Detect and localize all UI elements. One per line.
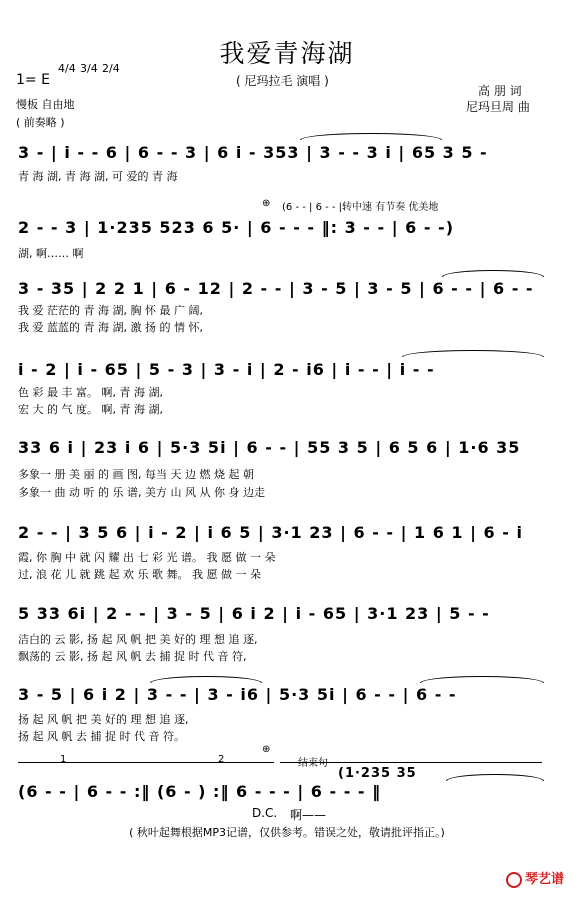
row-9-lyric: 啊—— <box>290 808 327 822</box>
slur <box>150 676 262 683</box>
slur <box>420 676 544 683</box>
score-row-3-notes: 3 - 35 | 2 2 1 | 6 - 12 | 2 - - | 3 - 5 | 3 - 5 | 6 - - | 6 - - <box>18 279 534 298</box>
score-row-2-annotation: (6 - - | 6 - - |转中速 有节奏 优美地 <box>282 202 439 213</box>
meter-3: 2/4 <box>102 62 120 75</box>
slur <box>402 350 544 357</box>
score-row-3-lyrics-1: 我 爱 茫茫的 青 海 湖, 胸 怀 最 广 阔, <box>18 304 203 317</box>
score-row-6-lyrics-2: 过, 浪 花 儿 就 跳 起 欢 乐 歌 舞。 我 愿 做 一 朵 <box>18 568 261 581</box>
score-row-8-lyrics-1: 扬 起 风 帆 把 美 好的 理 想 追 逐, <box>18 713 189 726</box>
score-row-8-notes: 3 - 5 | 6 i 2 | 3 - - | 3 - i6 | 5·3 5i | 6 - - | 6 - - <box>18 685 457 704</box>
score-row-4-lyrics-1: 色 彩 最 丰 富。 啊, 青 海 湖, <box>18 386 163 399</box>
score-row-4-lyrics-2: 宏 大 的 气 度。 啊, 青 海 湖, <box>18 403 163 416</box>
volta-2-label: 2 <box>218 754 225 765</box>
composer-credit: 尼玛旦周 曲 <box>466 100 530 114</box>
score-row-6-lyrics-1: 霞, 你 胸 中 就 闪 耀 出 七 彩 光 谱。 我 愿 做 一 朵 <box>18 551 276 564</box>
ending-small-notes: (1·235 35 <box>338 766 417 781</box>
score-row-3-lyrics-2: 我 爱 蓝蓝的 青 海 湖, 激 扬 的 情 怀, <box>18 321 203 334</box>
coda-label: 结束句 <box>298 758 328 769</box>
score-row-5-notes: 33 6 i | 23 i 6 | 5·3 5i | 6 - - | 55 3 5 | 6 5 6 | 1·6 35 <box>18 438 521 457</box>
key-signature: 1= E <box>16 72 50 88</box>
meter-1: 4/4 <box>58 62 76 75</box>
singer-credit: ( 尼玛拉毛 演唱 ) <box>236 74 329 88</box>
score-row-4-notes: i - 2 | i - 65 | 5 - 3 | 3 - i | 2 - i6 | i - - | i - - <box>18 360 435 379</box>
footnote: ( 秋叶起舞根据MP3记谱，仅供参考。错误之处，敬请批评指正。) <box>129 826 445 839</box>
meter-2: 3/4 <box>80 62 98 75</box>
volta-line-1 <box>18 762 196 763</box>
coda-icon: ⊕ <box>262 198 271 209</box>
tie <box>446 774 544 781</box>
coda-icon: ⊕ <box>262 744 271 755</box>
score-row-6-notes: 2 - - | 3 5 6 | i - 2 | i 6 5 | 3·1 23 | 6 - - | 1 6 1 | 6 - i <box>18 523 523 542</box>
score-row-7-notes: 5 33 6i | 2 - - | 3 - 5 | 6 i 2 | i - 65 | 3·1 23 | 5 - - <box>18 604 490 623</box>
score-row-7-lyrics-1: 洁白的 云 影, 扬 起 风 帆 把 美 好的 理 想 追 逐, <box>18 633 258 646</box>
score-row-7-lyrics-2: 飘荡的 云 影, 扬 起 风 帆 去 捕 捉 时 代 音 符, <box>18 650 247 663</box>
site-logo: 琴艺谱 <box>506 868 564 888</box>
slur <box>442 270 544 277</box>
score-row-5-lyrics-2: 多象一 曲 动 听 的 乐 谱, 美方 山 风 从 你 身 边走 <box>18 486 265 499</box>
score-row-5-lyrics-1: 多象一 册 美 丽 的 画 图, 每当 天 边 燃 烧 起 朝 <box>18 468 254 481</box>
slur <box>300 133 442 140</box>
score-row-2-lyrics-1: 湖, 啊…… 啊 <box>18 247 84 260</box>
logo-icon <box>506 872 522 888</box>
score-row-9-notes: (6 - - | 6 - - :‖ (6 - ) :‖ 6 - - - | 6 - - - ‖ <box>18 782 382 801</box>
intro-note: ( 前奏略 ) <box>16 116 65 129</box>
volta-1-label: 1 <box>60 754 67 765</box>
volta-line-2 <box>196 762 274 763</box>
lyricist-credit: 高 朋 词 <box>478 84 522 98</box>
score-row-1-notes: 3 - | i - - 6 | 6 - - 3 | 6 i - 353 | 3 - - 3 i | 65 3 5 - <box>18 143 488 162</box>
score-row-1-lyrics-1: 青 海 湖, 青 海 湖, 可 爱的 青 海 <box>18 170 178 183</box>
score-row-8-lyrics-2: 扬 起 风 帆 去 捕 捉 时 代 音 符。 <box>18 730 185 743</box>
dc-marking: D.C. <box>252 806 278 820</box>
tempo-marking: 慢板 自由地 <box>16 98 75 111</box>
page-title: 我爱青海湖 <box>219 39 355 68</box>
score-row-2-notes: 2 - - 3 | 1·235 523 6 5· | 6 - - - ‖: 3 - - | 6 - -) <box>18 218 454 237</box>
